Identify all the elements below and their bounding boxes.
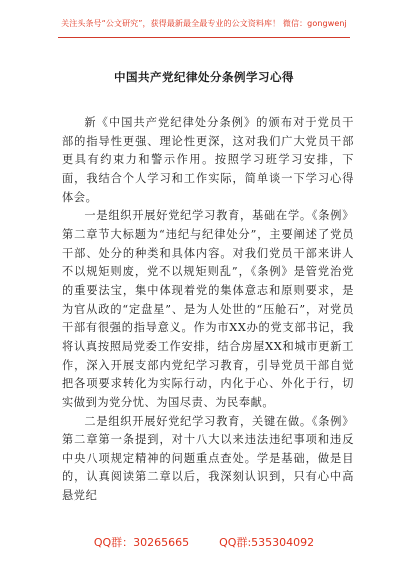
document-title: 中国共产党纪律处分条例学习心得	[114, 70, 294, 84]
document-body	[62, 114, 354, 506]
paragraph-learning: 一是组织开展好党纪学习教育，基础在学。《条例》第二章节大标题为“违纪与纪律处分”，主要阐述了党员干部、处分的种类和具体内容。对我们党员干部来讲人不以规矩则废，党不以规矩则乱”，《条例》是管党治党的重要法宝，集中体现着党的集体意志和原则要求，是为官从政的“定盘星”、是为人处世的“压舱石”，对党员干部有很强的指导意义。作为市XX办的党支部书记，我将认真按照局党委工作安排，结合房屋XX和城市更新工作，深入开展支部内党纪学习教育，引导党员干部自觉把各项要求转化为实际行动，内化于心、外化于行，切实做到为党分忧、为国尽责、为民奉献。	[62, 209, 354, 409]
paragraph-practice: 二是组织开展好党纪学习教育，关键在做。《条例》第二章第一条提到，对十八大以来违法违纪事项和违反中央八项规定精神的问题重点查处。学是基础，做是目的，认真阅读第二章以后，我深刻认识到，只有心中高悬党纪	[62, 414, 354, 503]
paragraph-intro: 新《中国共产党纪律处分条例》的颁布对于党员干部的指导性更强、理论性更深，这对我们广大党员干部更具有约束力和警示作用。按照学习班学习安排，下面，我结合个人学习和工作实际，简单谈一下学习心得体会。	[62, 116, 354, 204]
footer-qq-group-2: QQ群:535304092	[219, 536, 315, 549]
footer-qq-groups	[0, 534, 408, 550]
header-banner: 关注头条号“公文研究”，获得最新最全最专业的公文资料库！ 微信：gongwenj	[61, 19, 347, 28]
header-divider	[58, 37, 350, 38]
footer-qq-group-1: QQ群：30265665	[93, 536, 190, 549]
